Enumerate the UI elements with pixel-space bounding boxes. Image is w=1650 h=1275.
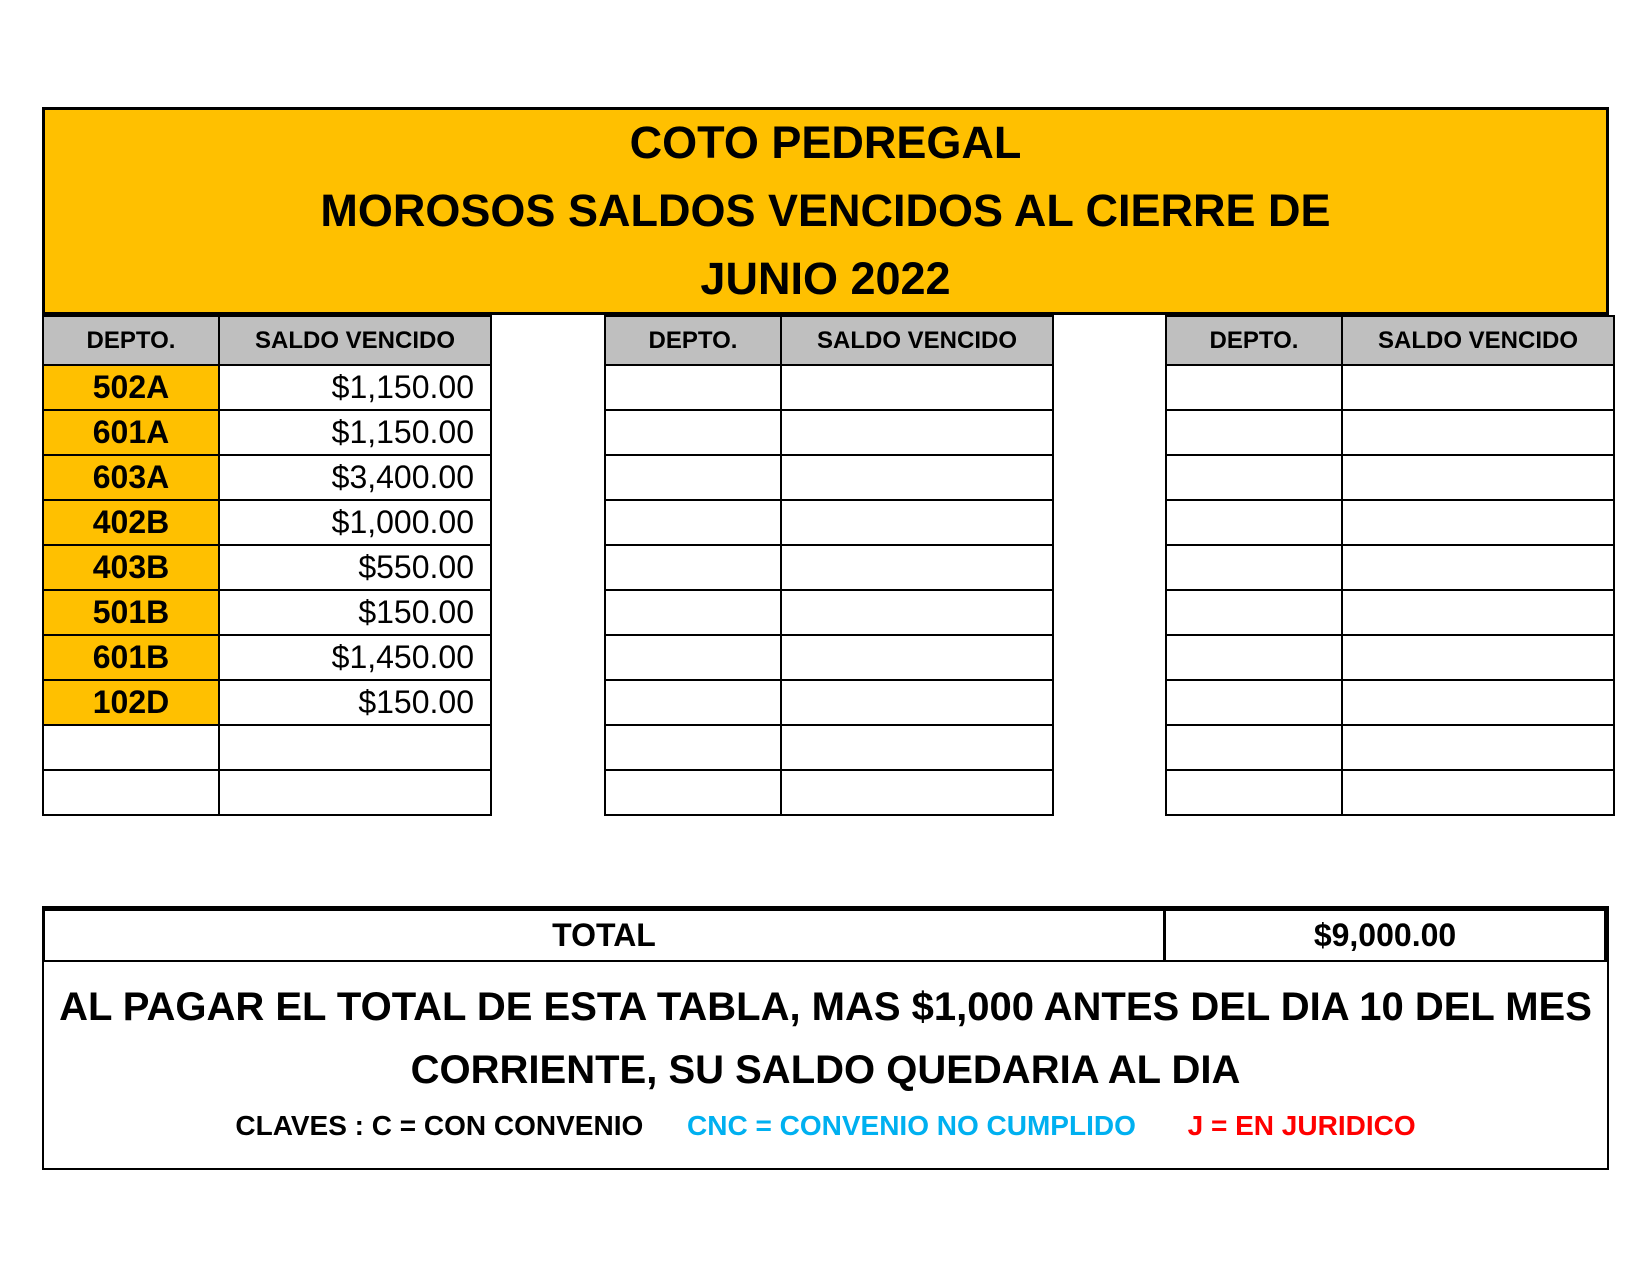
depto-cell [1166,455,1342,500]
table-row [43,590,491,635]
table-row [1166,770,1614,815]
depto-cell [605,455,781,500]
saldo-cell [1342,770,1614,815]
saldo-cell [781,500,1053,545]
depto-cell [1166,500,1342,545]
balance-table-3 [1165,315,1615,816]
table-row [43,635,491,680]
depto-cell [1166,680,1342,725]
saldo-cell [1342,455,1614,500]
table-row [43,500,491,545]
legend-keys [44,1110,1607,1142]
balance-table-2 [604,315,1054,816]
table-row [605,455,1053,500]
payment-note-line2: CORRIENTE, SU SALDO QUEDARIA AL DIA [410,1048,1241,1092]
saldo-cell [781,590,1053,635]
table-row [43,725,491,770]
depto-cell [605,545,781,590]
table-row [605,635,1053,680]
depto-cell [605,500,781,545]
saldo-cell [1342,590,1614,635]
table-row [1166,725,1614,770]
table-row [43,410,491,455]
saldo-cell [1342,410,1614,455]
saldo-cell [1342,500,1614,545]
table-row [43,680,491,725]
saldo-cell: $1,150.00 [219,365,491,410]
depto-header: DEPTO. [605,316,781,365]
saldo-cell: $150.00 [219,590,491,635]
table-row [1166,500,1614,545]
saldo-cell: $1,150.00 [219,410,491,455]
depto-cell [605,635,781,680]
table-row [605,680,1053,725]
footer-box [42,906,1609,1170]
depto-cell: 402B [43,500,219,545]
table-row [605,500,1053,545]
payment-note-line1: AL PAGAR EL TOTAL DE ESTA TABLA, MAS $1,000 ANTES DEL DIA 10 DEL MES [59,985,1592,1029]
saldo-cell: $1,000.00 [219,500,491,545]
saldo-cell [1342,725,1614,770]
saldo-cell [781,680,1053,725]
balance-table-1 [42,315,492,816]
saldo-cell [1342,365,1614,410]
depto-cell [43,770,219,815]
depto-cell [43,725,219,770]
saldo-cell: $150.00 [219,680,491,725]
table-row [605,545,1053,590]
depto-cell: 603A [43,455,219,500]
legend-key-cnc: CNC = CONVENIO NO CUMPLIDO [687,1110,1136,1141]
saldo-cell [1342,635,1614,680]
total-row [44,908,1607,962]
depto-cell [1166,410,1342,455]
depto-header: DEPTO. [43,316,219,365]
saldo-cell [219,770,491,815]
report-header [42,107,1609,315]
table-row [605,590,1053,635]
depto-cell [605,365,781,410]
depto-cell [1166,770,1342,815]
saldo-cell [1342,545,1614,590]
saldo-header: SALDO VENCIDO [781,316,1053,365]
table-row [43,545,491,590]
depto-cell [1166,590,1342,635]
depto-cell: 601B [43,635,219,680]
total-label: TOTAL [45,911,1166,960]
depto-cell: 102D [43,680,219,725]
legend-key-c: CLAVES : C = CON CONVENIO [235,1110,644,1141]
table-row [605,725,1053,770]
saldo-cell [781,770,1053,815]
table-row [605,410,1053,455]
header-title: COTO PEDREGAL [629,117,1022,168]
table-row [1166,455,1614,500]
depto-header: DEPTO. [1166,316,1342,365]
saldo-header: SALDO VENCIDO [1342,316,1614,365]
table-row [1166,365,1614,410]
saldo-cell [781,635,1053,680]
table-row [43,365,491,410]
table-row [605,770,1053,815]
saldo-header: SALDO VENCIDO [219,316,491,365]
depto-cell [1166,635,1342,680]
depto-cell [605,770,781,815]
saldo-cell: $1,450.00 [219,635,491,680]
depto-cell [1166,545,1342,590]
table-row [1166,635,1614,680]
depto-cell [605,680,781,725]
legend-key-j: J = EN JURIDICO [1187,1110,1416,1141]
depto-cell: 501B [43,590,219,635]
table-row [1166,590,1614,635]
table-row [1166,410,1614,455]
table-row [43,770,491,815]
saldo-cell: $3,400.00 [219,455,491,500]
depto-cell [605,725,781,770]
table-row [605,365,1053,410]
depto-cell: 403B [43,545,219,590]
table-row [1166,680,1614,725]
depto-cell: 502A [43,365,219,410]
saldo-cell [781,410,1053,455]
header-period: JUNIO 2022 [700,253,951,304]
saldo-cell [781,725,1053,770]
depto-cell [605,590,781,635]
header-subtitle: MOROSOS SALDOS VENCIDOS AL CIERRE DE [320,185,1331,236]
saldo-cell [781,545,1053,590]
total-value: $9,000.00 [1313,917,1457,953]
saldo-cell [219,725,491,770]
saldo-cell [781,365,1053,410]
saldo-cell: $550.00 [219,545,491,590]
saldo-cell [1342,680,1614,725]
depto-cell: 601A [43,410,219,455]
table-row [43,455,491,500]
depto-cell [1166,725,1342,770]
payment-note [44,976,1607,1102]
depto-cell [1166,365,1342,410]
table-row [1166,545,1614,590]
saldo-cell [781,455,1053,500]
depto-cell [605,410,781,455]
